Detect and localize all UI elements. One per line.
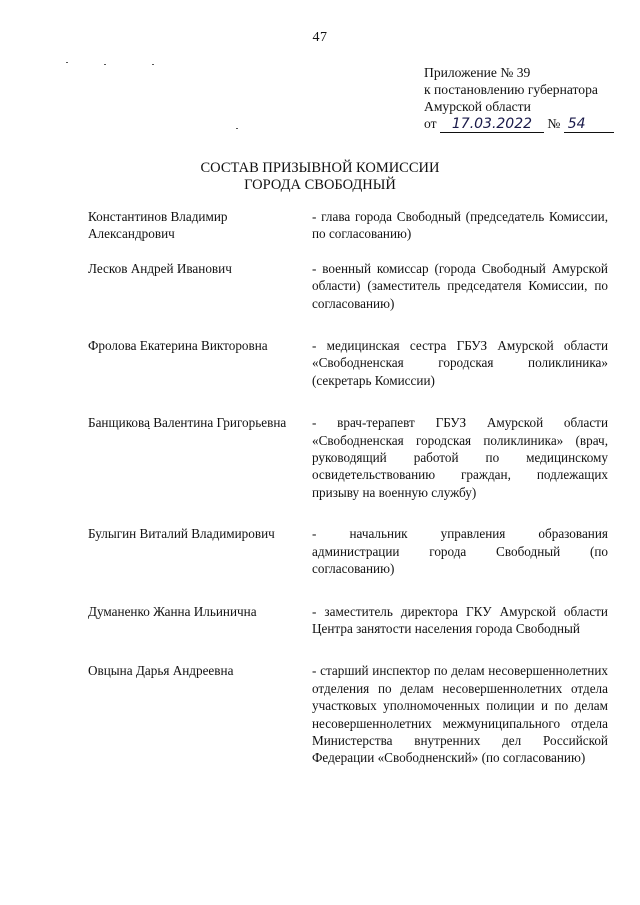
member-role: - старший инспектор по делам несовершеннолетних отделения по делам несовершеннолетних отдела участковых уполномоченных полиции и по делам несовершеннолетних межмуниципального отдела Министерства внутренних дел Российской Федерации «Свободненский» (по согласованию) (312, 663, 608, 766)
member-row (88, 337, 608, 389)
scan-speck (236, 128, 238, 129)
member-name: Фролова Екатерина Викторовна (88, 338, 268, 354)
member-row (88, 414, 608, 501)
document-title (0, 160, 640, 194)
members-list (88, 208, 608, 767)
member-name: Лесков Андрей Иванович (88, 260, 232, 276)
member-name: Константинов Владимир Александрович (88, 209, 228, 242)
member-row (88, 260, 608, 312)
member-role: - начальник управления образования администрации города Свободный (по согласованию) (312, 526, 608, 577)
member-role: - военный комиссар (города Свободный Амурской области) (заместитель председателя Комиссии, по согласованию) (312, 260, 608, 311)
scan-speck (66, 62, 68, 63)
appendix-date-row (424, 115, 624, 133)
appendix-header (424, 64, 624, 133)
member-row (88, 208, 608, 243)
member-row (88, 525, 608, 577)
member-role: - врач-терапевт ГБУЗ Амурской области «Свободненская городская поликлиника» (врач, руководящий работой по медицинскому освидетельствованию граждан, подлежащих призыву на военную службу) (312, 415, 608, 500)
number-prefix: № (547, 116, 561, 131)
member-row (88, 603, 608, 638)
member-role: - заместитель директора ГКУ Амурской области Центра занятости населения города Свободный (312, 603, 608, 636)
appendix-line-3: Амурской области (424, 99, 531, 114)
member-name: Овцына Дарья Андреевна (88, 663, 234, 679)
handwritten-number: 54 (564, 117, 614, 133)
appendix-line-2: к постановлению губернатора (424, 82, 598, 97)
handwritten-date: 17.03.2022 (440, 117, 544, 133)
member-name: Булыгин Виталий Владимирович (88, 526, 275, 542)
date-prefix: от (424, 116, 437, 131)
scan-speck (152, 64, 154, 65)
member-name: Думаненко Жанна Ильинична (88, 603, 257, 619)
title-line-1: СОСТАВ ПРИЗЫВНОЙ КОМИССИИ (200, 160, 440, 176)
member-role: - медицинская сестра ГБУЗ Амурской области «Свободненская городская поликлиника» (секретарь Комиссии) (312, 338, 608, 388)
page-number: 47 (312, 30, 328, 45)
member-name: Банщикова Валентина Григорьевна (88, 415, 287, 431)
title-line-2: ГОРОДА СВОБОДНЫЙ (244, 177, 396, 193)
scan-speck (104, 64, 106, 65)
member-role: - глава города Свободный (председатель Комиссии, по согласованию) (312, 209, 608, 242)
appendix-line-1: Приложение № 39 (424, 65, 531, 80)
member-row (88, 662, 608, 766)
